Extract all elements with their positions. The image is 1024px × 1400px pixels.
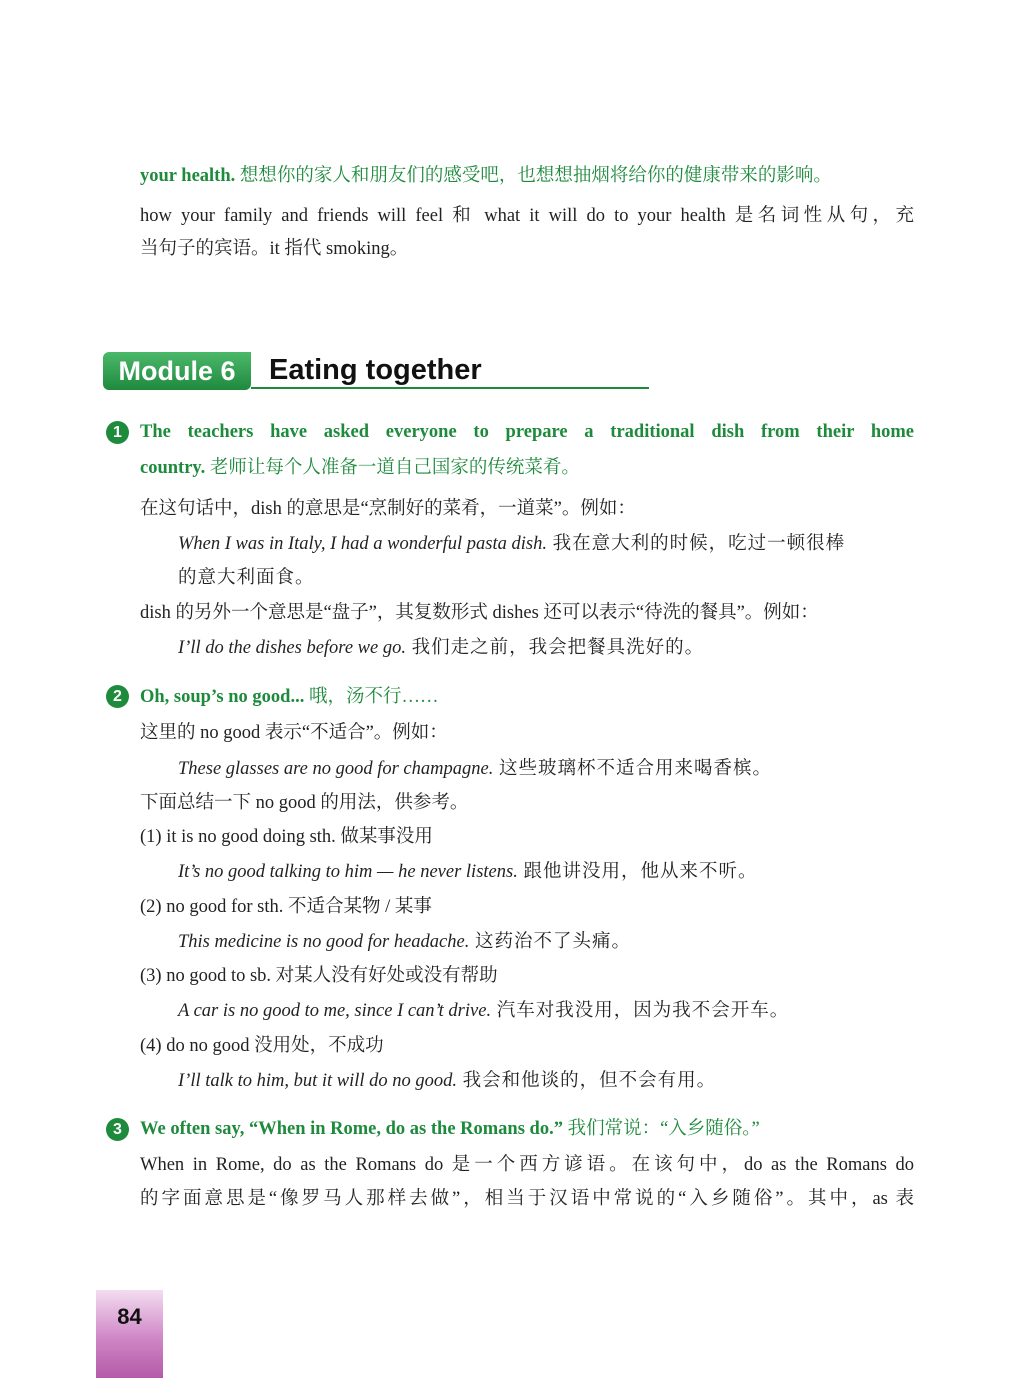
item-3-heading-cn: 我们常说：“入乡随俗。” bbox=[562, 1119, 760, 1139]
item-1-example-2-cn: 我们走之前，我会把餐具洗好的。 bbox=[405, 638, 705, 658]
usage-4-example-en: I’ll talk to him, but it will do no good. bbox=[178, 1071, 458, 1091]
item-2-example-1-cn: 这些玻璃杯不适合用来喝香槟。 bbox=[493, 759, 772, 779]
item-1-example-2-en: I’ll do the dishes before we go. bbox=[178, 638, 406, 658]
item-1-example-1-cn: 我在意大利的时候，吃过一顿很棒 bbox=[546, 534, 846, 554]
item-1-number-badge: 1 bbox=[106, 421, 129, 444]
usage-4-label: (4) do no good 没用处，不成功 bbox=[140, 1036, 384, 1056]
usage-2-example-en: This medicine is no good for headache. bbox=[178, 932, 470, 952]
usage-1-example-en: It’s no good talking to him — he never listens. bbox=[178, 862, 518, 882]
usage-1-example bbox=[178, 859, 914, 885]
module-title: Eating together bbox=[269, 354, 482, 386]
item-2-example-1 bbox=[178, 756, 914, 782]
usage-4-example bbox=[178, 1068, 914, 1094]
item-2-heading-en: Oh, soup’s no good... bbox=[140, 687, 305, 707]
intro-heading-cn: 想想你的家人和朋友们的感受吧，也想想抽烟将给你的健康带来的影响。 bbox=[235, 166, 832, 186]
usage-3-label: (3) no good to sb. 对某人没有好处或没有帮助 bbox=[140, 966, 498, 986]
item-3-line-2: 的字面意思是“像罗马人那样去做”，相当于汉语中常说的“入乡随俗”。其中，as 表 bbox=[140, 1189, 914, 1209]
item-1-heading-line-2 bbox=[140, 455, 914, 481]
usage-1-example-cn: 跟他讲没用，他从来不听。 bbox=[517, 862, 758, 882]
item-1-example-1 bbox=[178, 531, 914, 557]
usage-1-label: (1) it is no good doing sth. 做某事没用 bbox=[140, 827, 433, 847]
usage-3-example-cn: 汽车对我没用，因为我不会开车。 bbox=[491, 1001, 790, 1021]
usage-2-example-cn: 这药治不了头痛。 bbox=[469, 932, 631, 952]
item-3-number-badge: 3 bbox=[106, 1118, 129, 1141]
page-number-tab bbox=[96, 1290, 163, 1378]
item-2-heading bbox=[140, 684, 914, 710]
usage-3-example bbox=[178, 998, 914, 1024]
item-3-heading-en: We often say, “When in Rome, do as the Romans do.” bbox=[140, 1119, 563, 1139]
item-1-heading-en-end: country. bbox=[140, 458, 206, 478]
intro-heading bbox=[140, 163, 914, 189]
item-2-heading-cn: 哦，汤不行…… bbox=[304, 687, 439, 707]
module-badge: Module 6 bbox=[103, 352, 251, 390]
item-1-note-2: dish 的另外一个意思是“盘子”，其复数形式 dishes 还可以表示“待洗的餐具”。例如： bbox=[140, 603, 819, 623]
item-1-example-1-cont: 的意大利面食。 bbox=[178, 568, 315, 588]
module-underline bbox=[251, 387, 649, 389]
page-number: 84 bbox=[117, 1304, 142, 1329]
item-2-note-2: 下面总结一下 no good 的用法，供参考。 bbox=[140, 793, 469, 813]
item-1-heading-line-1: The teachers have asked everyone to prepare a traditional dish from their home bbox=[140, 422, 914, 442]
item-1-example-1-en: When I was in Italy, I had a wonderful pasta dish. bbox=[178, 534, 547, 554]
usage-2-example bbox=[178, 929, 914, 955]
usage-4-example-cn: 我会和他谈的，但不会有用。 bbox=[457, 1071, 717, 1091]
usage-3-example-en: A car is no good to me, since I can’t drive. bbox=[178, 1001, 492, 1021]
item-3-heading bbox=[140, 1116, 914, 1142]
item-1-note-1: 在这句话中，dish 的意思是“烹制好的菜肴，一道菜”。例如： bbox=[140, 499, 636, 519]
item-2-example-1-en: These glasses are no good for champagne. bbox=[178, 759, 494, 779]
intro-line-2: 当句子的宾语。it 指代 smoking。 bbox=[140, 239, 409, 259]
intro-line-1: how your family and friends will feel 和 what it will do to your health 是名词性从句，充 bbox=[140, 206, 914, 226]
item-1-heading-cn: 老师让每个人准备一道自己国家的传统菜肴。 bbox=[205, 458, 580, 478]
item-1-example-2 bbox=[178, 635, 914, 661]
item-2-note-1: 这里的 no good 表示“不适合”。例如： bbox=[140, 723, 448, 743]
module-header bbox=[103, 350, 649, 392]
usage-2-label: (2) no good for sth. 不适合某物 / 某事 bbox=[140, 897, 432, 917]
item-2-number-badge: 2 bbox=[106, 685, 129, 708]
intro-heading-en: your health. bbox=[140, 166, 236, 186]
item-3-line-1: When in Rome, do as the Romans do 是一个西方谚语。在该句中，do as the Romans do bbox=[140, 1155, 914, 1175]
